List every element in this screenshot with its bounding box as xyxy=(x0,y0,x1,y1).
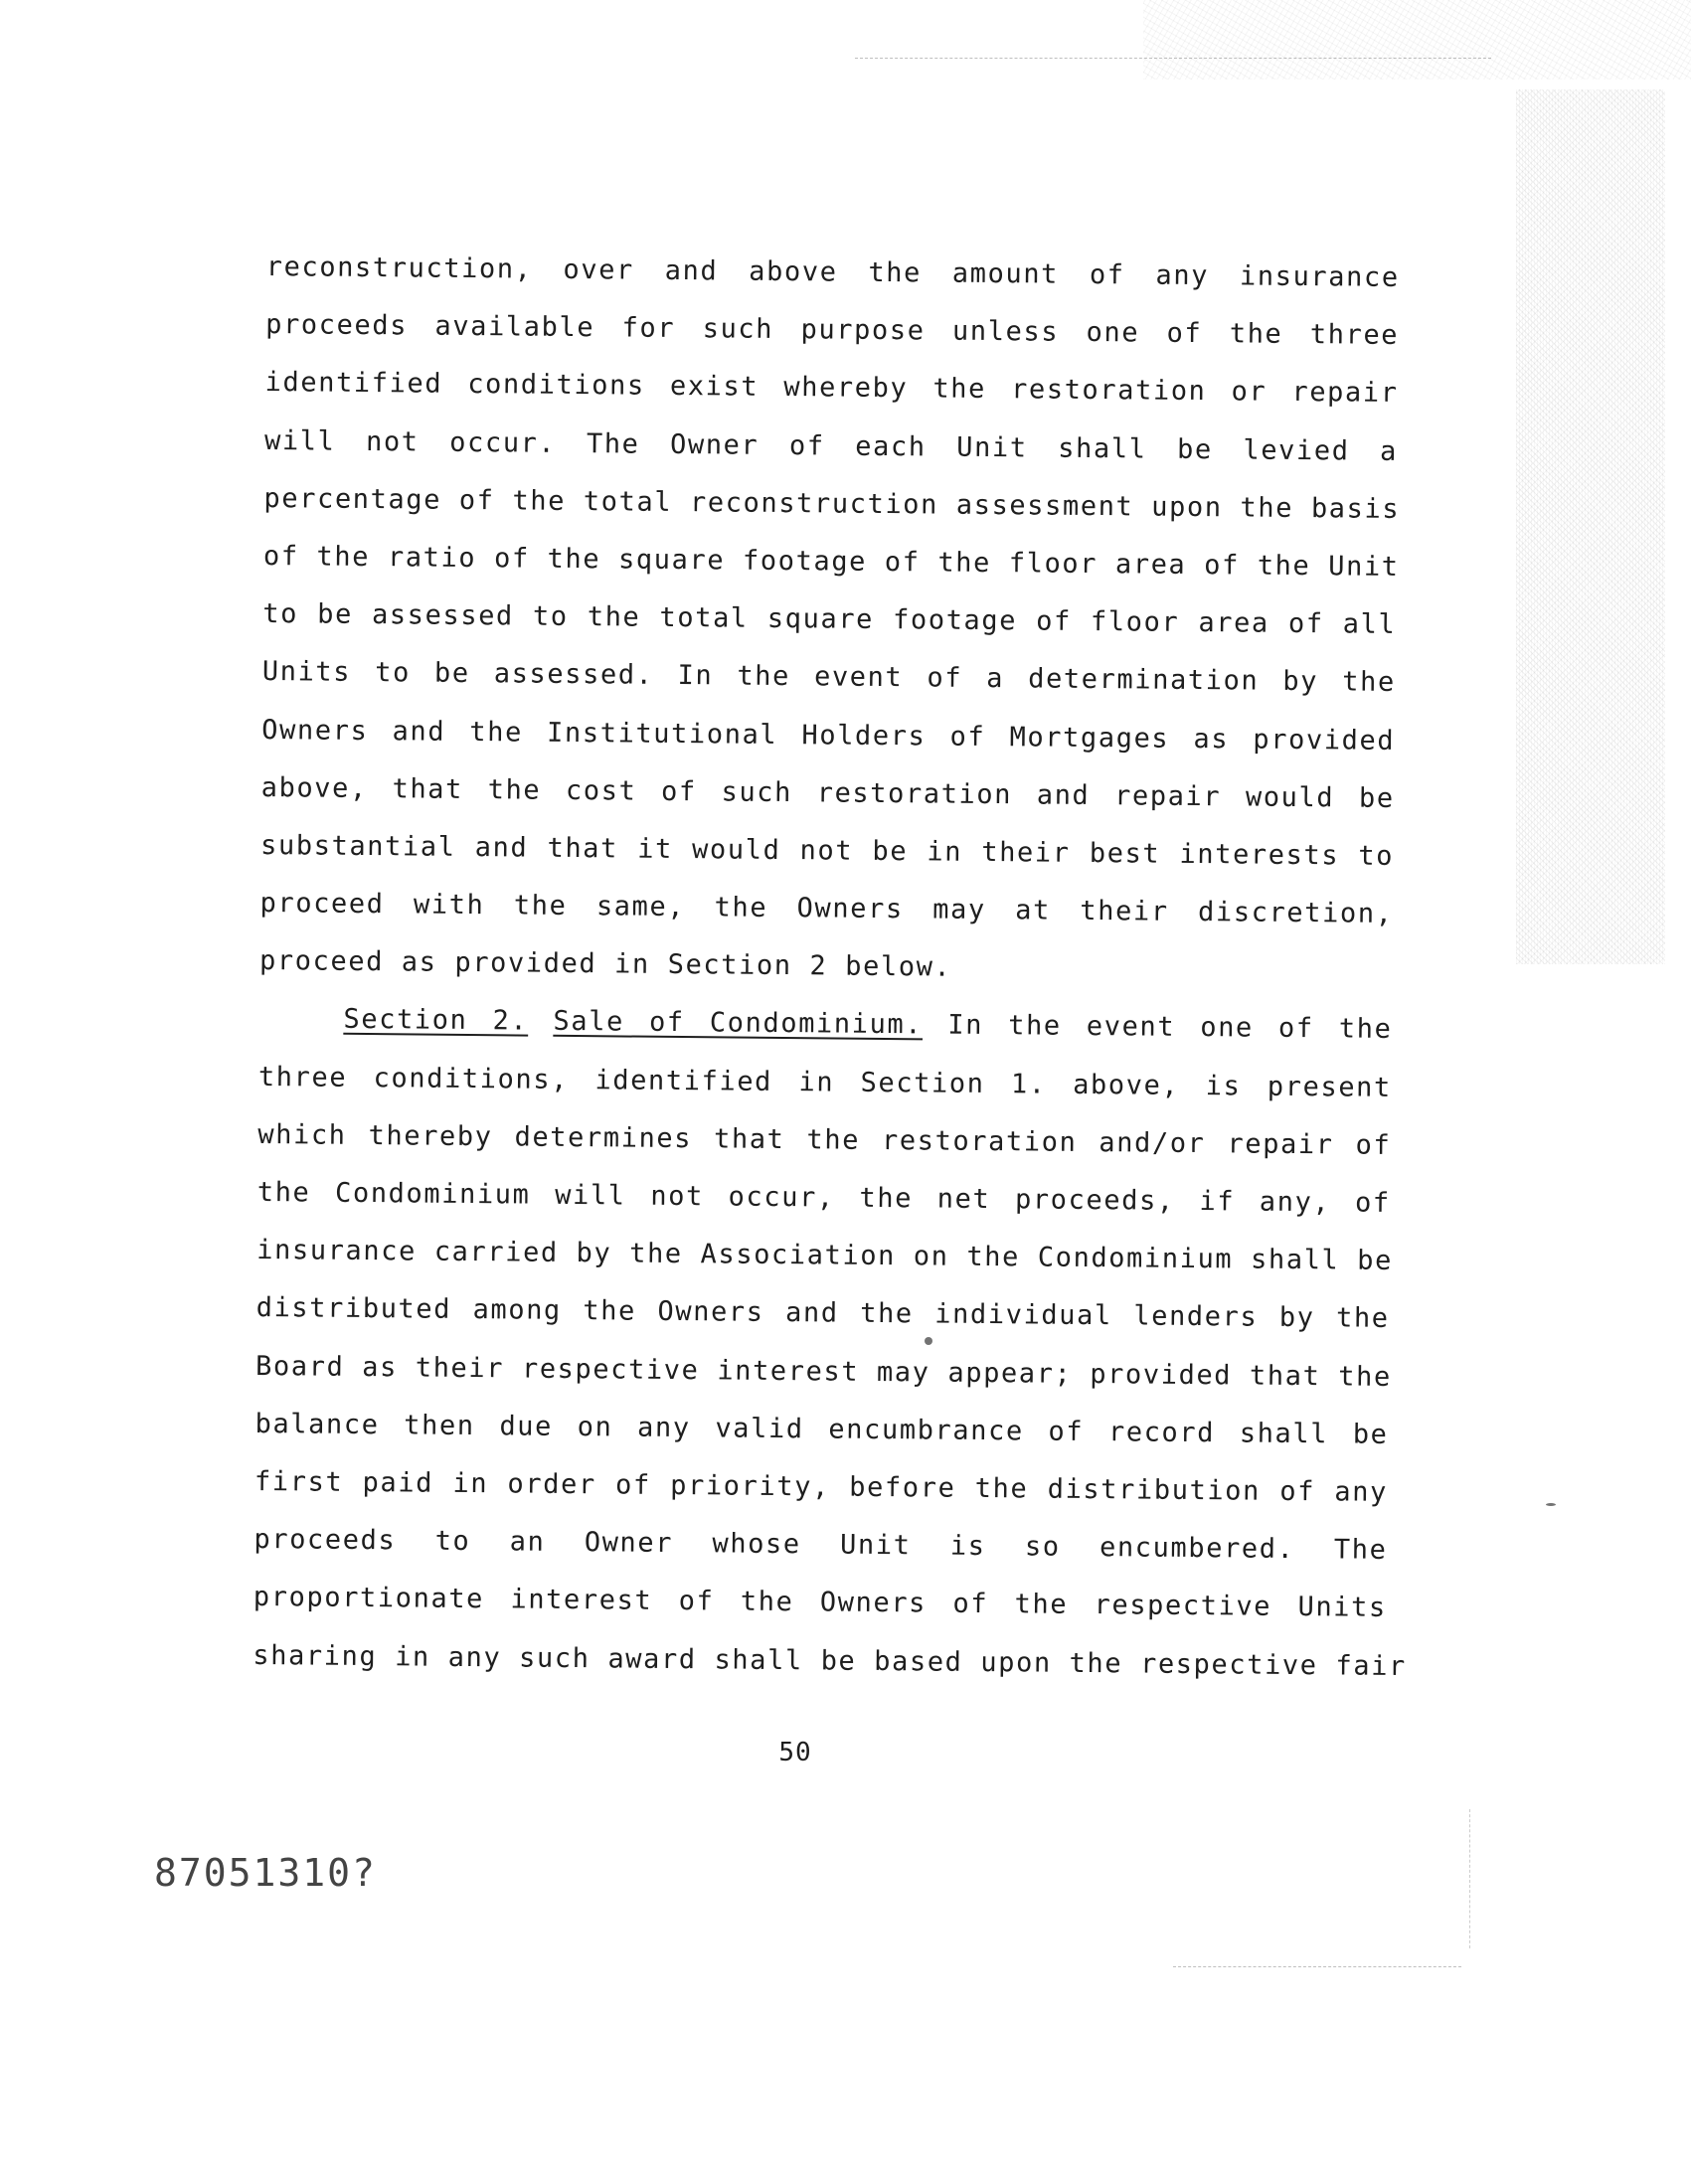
text-line: proceeds available for such purpose unless one of the three xyxy=(265,309,1400,352)
text-line: proceeds to an Owner whose Unit is so encumbered. The xyxy=(254,1524,1388,1567)
scan-speck xyxy=(1546,1503,1556,1506)
scan-noise-right xyxy=(1516,89,1665,964)
text-line: insurance carried by the Association on the Condominium shall be xyxy=(256,1235,1394,1277)
text-line: Units to be assessed. In the event of a determination by the xyxy=(261,656,1396,699)
text-line: three conditions, identified in Section 1. above, is present xyxy=(257,1061,1393,1103)
text-line: proportionate interest of the Owners of the respective Units xyxy=(253,1582,1387,1624)
text-line: the Condominium will not occur, the net proceeds, if any, of xyxy=(256,1176,1391,1219)
section-2-heading-line xyxy=(258,990,1393,1059)
section-heading-rest: In the event one of the xyxy=(947,1010,1393,1046)
page-number: 50 xyxy=(778,1738,812,1767)
text-line: identified conditions exist whereby the restoration or repair xyxy=(264,367,1399,410)
text-line: proceed as provided in Section 2 below. xyxy=(258,945,952,983)
scan-edge-line-right xyxy=(1469,1809,1470,1948)
text-line: percentage of the total reconstruction assessment upon the basis xyxy=(263,482,1401,525)
text-line: first paid in order of priority, before the distribution of any xyxy=(254,1465,1389,1508)
document-number: 87051310? xyxy=(154,1851,377,1895)
scan-edge-line-top xyxy=(855,58,1491,59)
text-line: substantial and that it would not be in their best interests to xyxy=(259,829,1395,872)
text-line: Owners and the Institutional Holders of Mortgages as provided xyxy=(261,714,1396,756)
text-line: sharing in any such award shall be based upon the respective fair xyxy=(253,1639,1408,1682)
text-line: which thereby determines that the restoration and/or repair of xyxy=(257,1118,1392,1161)
text-line: will not occur. The Owner of each Unit shall be levied a xyxy=(263,424,1399,467)
section-number: Section 2. xyxy=(343,1004,529,1038)
section-heading: Sale of Condominium. xyxy=(553,1006,924,1041)
text-line: balance then due on any valid encumbrance of record shall be xyxy=(254,1408,1389,1450)
text-line: reconstruction, over and above the amount of any insurance xyxy=(265,251,1400,293)
text-line: above, that the cost of such restoration and repair would be xyxy=(260,771,1395,814)
document-body xyxy=(253,239,1408,1696)
text-line: Board as their respective interest may appear; provided that the xyxy=(254,1350,1392,1393)
text-line: of the ratio of the square footage of the floor area of the Unit xyxy=(262,540,1400,583)
text-line: proceed with the same, the Owners may at their discretion, xyxy=(259,888,1394,929)
text-line: distributed among the Owners and the individual lenders by the xyxy=(255,1292,1390,1335)
text-line: to be assessed to the total square footage of floor area of all xyxy=(262,598,1397,641)
scan-edge-line-bottom xyxy=(1173,1966,1461,1967)
scan-noise-top xyxy=(1143,0,1691,80)
